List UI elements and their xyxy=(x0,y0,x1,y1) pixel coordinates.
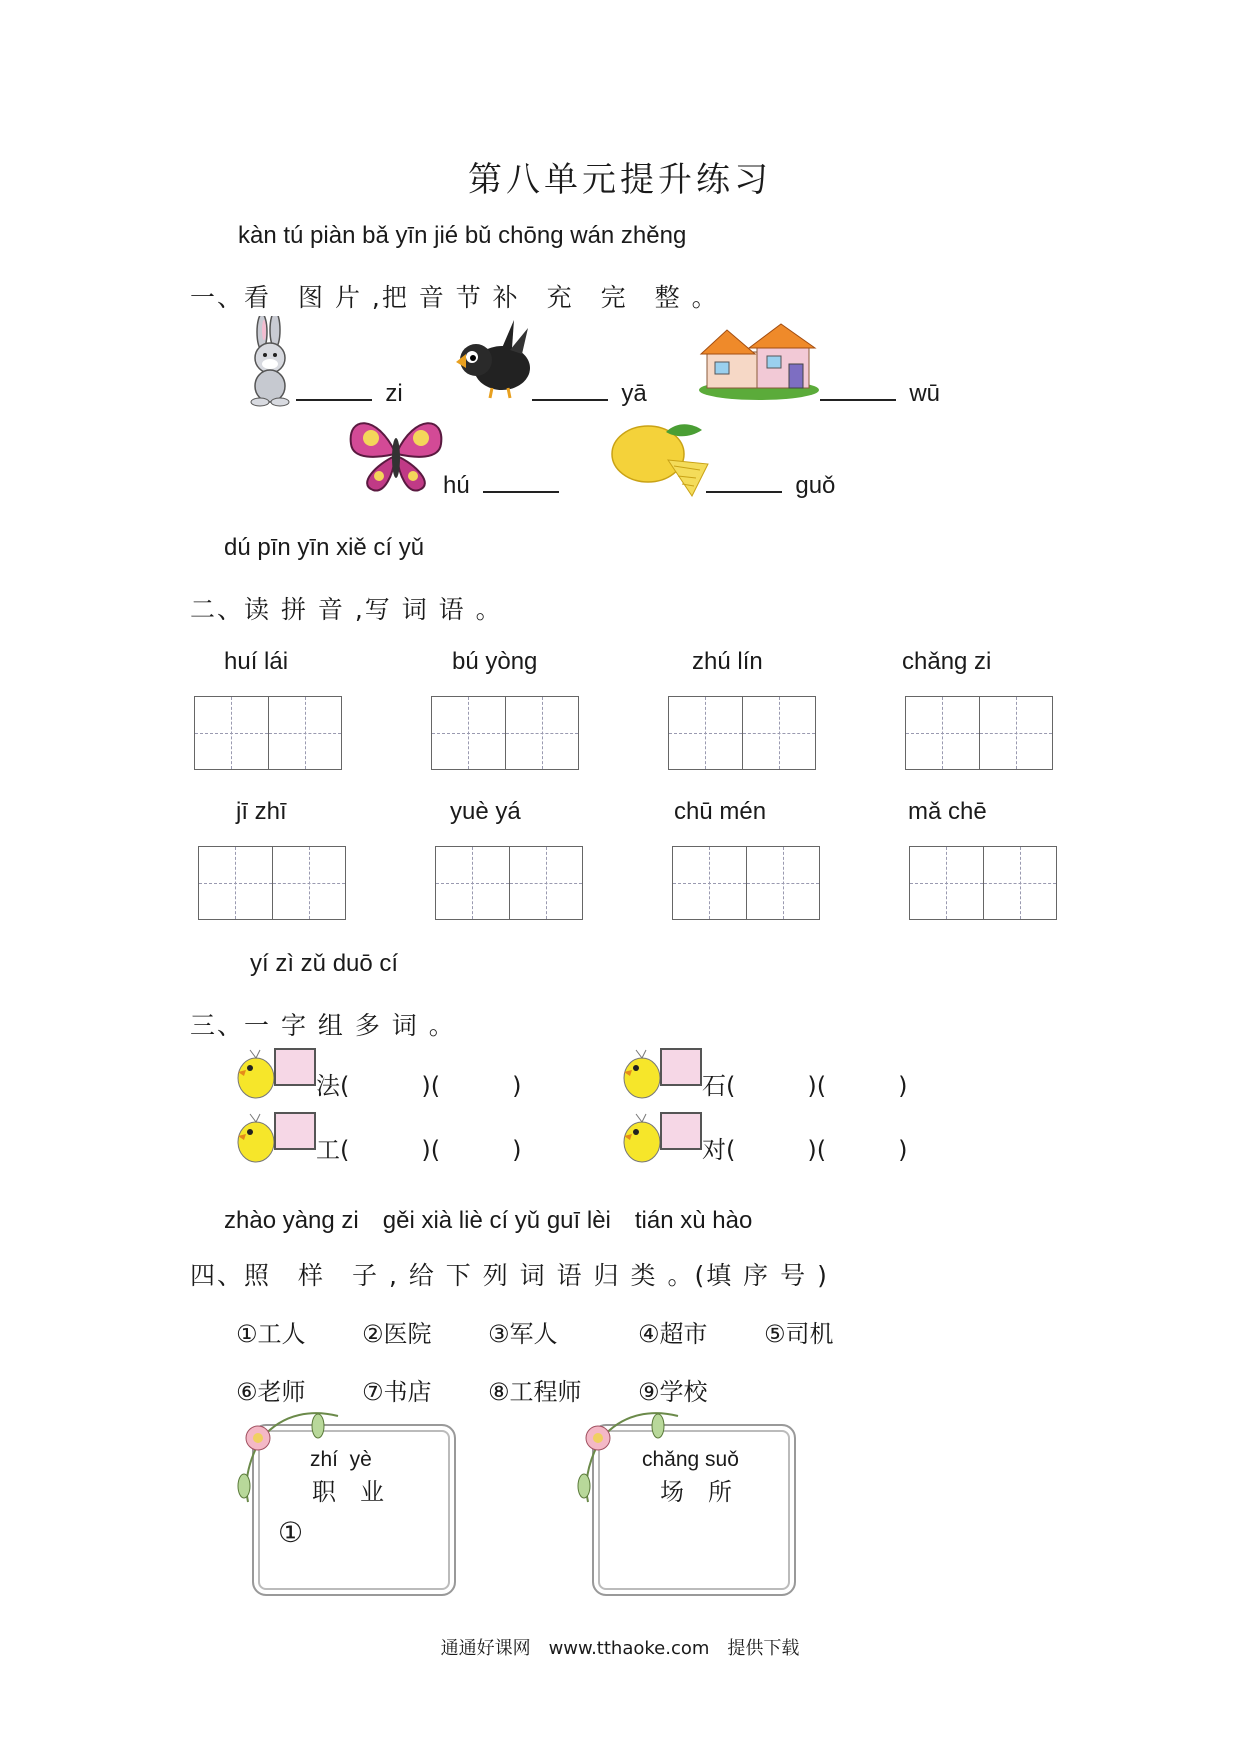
item-syllable: hú xyxy=(443,472,470,499)
sec2-heading: 二、读 拼 音 ,写 词 语 。 xyxy=(190,595,503,624)
word-blanks[interactable]: 工( )( ) xyxy=(316,1136,522,1164)
answer-blank[interactable] xyxy=(483,490,559,493)
category-label: 场 所 xyxy=(660,1478,732,1506)
word-pinyin: jī zhī xyxy=(236,798,287,825)
word-group xyxy=(234,1046,594,1102)
writing-grid[interactable] xyxy=(668,696,816,770)
option: ④超市 xyxy=(638,1320,708,1348)
chick-icon xyxy=(234,1110,278,1164)
character-box[interactable] xyxy=(274,1048,316,1086)
option: ③军人 xyxy=(488,1320,558,1348)
category-example: ① xyxy=(278,1516,304,1549)
page-title: 第八单元提升练习 xyxy=(468,160,772,200)
word-group xyxy=(620,1110,980,1166)
item-syllable: guǒ xyxy=(795,472,836,499)
item-ya xyxy=(532,380,647,408)
answer-blank[interactable] xyxy=(532,398,608,401)
option: ⑨学校 xyxy=(638,1378,708,1406)
item-guo xyxy=(706,472,835,500)
chick-icon xyxy=(234,1046,278,1100)
sec4-pinyin: zhào yàng zi gěi xià liè cí yǔ guī lèi tián xù hào xyxy=(224,1207,753,1234)
option: ⑤司机 xyxy=(764,1320,834,1348)
item-syllable: wū xyxy=(909,380,941,407)
category-pinyin: zhí yè xyxy=(310,1448,372,1471)
word-blanks[interactable]: 对( )( ) xyxy=(702,1136,908,1164)
sec3-pinyin: yí zì zǔ duō cí xyxy=(250,950,399,977)
option: ⑦书店 xyxy=(362,1378,432,1406)
word-pinyin: yuè yá xyxy=(450,798,521,825)
character-box[interactable] xyxy=(274,1112,316,1150)
writing-grid[interactable] xyxy=(194,696,342,770)
crow-illustration xyxy=(452,318,537,400)
rabbit-illustration xyxy=(242,316,302,408)
sec1-heading: 一、看 图 片 ,把 音 节 补 充 完 整 。 xyxy=(190,283,719,312)
writing-grid[interactable] xyxy=(909,846,1057,920)
word-pinyin: huí lái xyxy=(224,648,289,675)
flower-vine-icon xyxy=(234,1408,344,1504)
word-group xyxy=(620,1046,980,1102)
writing-grid[interactable] xyxy=(672,846,820,920)
chick-icon xyxy=(620,1046,664,1100)
word-pinyin: chū mén xyxy=(674,798,767,825)
chick-icon xyxy=(620,1110,664,1164)
option: ①工人 xyxy=(236,1320,306,1348)
butterfly-illustration xyxy=(347,414,445,494)
option: ②医院 xyxy=(362,1320,432,1348)
word-blanks[interactable]: 石( )( ) xyxy=(702,1072,908,1100)
item-syllable: zi xyxy=(385,380,403,407)
writing-grid[interactable] xyxy=(905,696,1053,770)
item-wu xyxy=(820,380,940,408)
item-zi xyxy=(296,380,403,408)
character-box[interactable] xyxy=(660,1112,702,1150)
sec2-pinyin: dú pīn yīn xiě cí yǔ xyxy=(224,534,425,561)
writing-grid[interactable] xyxy=(431,696,579,770)
sec3-heading: 三、一 字 组 多 词 。 xyxy=(190,1011,456,1040)
category-label: 职 业 xyxy=(312,1478,384,1506)
item-hu xyxy=(443,472,559,500)
item-syllable: yā xyxy=(621,380,647,407)
writing-grid[interactable] xyxy=(198,846,346,920)
word-pinyin: bú yòng xyxy=(452,648,538,675)
footer-text: 通通好课网 www.tthaoke.com 提供下载 xyxy=(440,1638,800,1659)
word-pinyin: chǎng zi xyxy=(902,648,992,675)
character-box[interactable] xyxy=(660,1048,702,1086)
option: ⑧工程师 xyxy=(488,1378,582,1406)
sec1-pinyin: kàn tú piàn bǎ yīn jié bǔ chōng wán zhěng xyxy=(238,222,687,249)
sec4-heading: 四、照 样 子 , 给 下 列 词 语 归 类 。(填 序 号 ) xyxy=(190,1261,829,1290)
mango-illustration xyxy=(608,420,712,498)
flower-vine-icon xyxy=(574,1408,684,1504)
category-pinyin: chǎng suǒ xyxy=(642,1448,739,1471)
word-group xyxy=(234,1110,594,1166)
answer-blank[interactable] xyxy=(296,398,372,401)
answer-blank[interactable] xyxy=(706,490,782,493)
writing-grid[interactable] xyxy=(435,846,583,920)
option: ⑥老师 xyxy=(236,1378,306,1406)
word-blanks[interactable]: 法( )( ) xyxy=(316,1072,522,1100)
answer-blank[interactable] xyxy=(820,398,896,401)
house-illustration xyxy=(697,322,821,402)
word-pinyin: zhú lín xyxy=(692,648,763,675)
word-pinyin: mǎ chē xyxy=(908,798,987,825)
